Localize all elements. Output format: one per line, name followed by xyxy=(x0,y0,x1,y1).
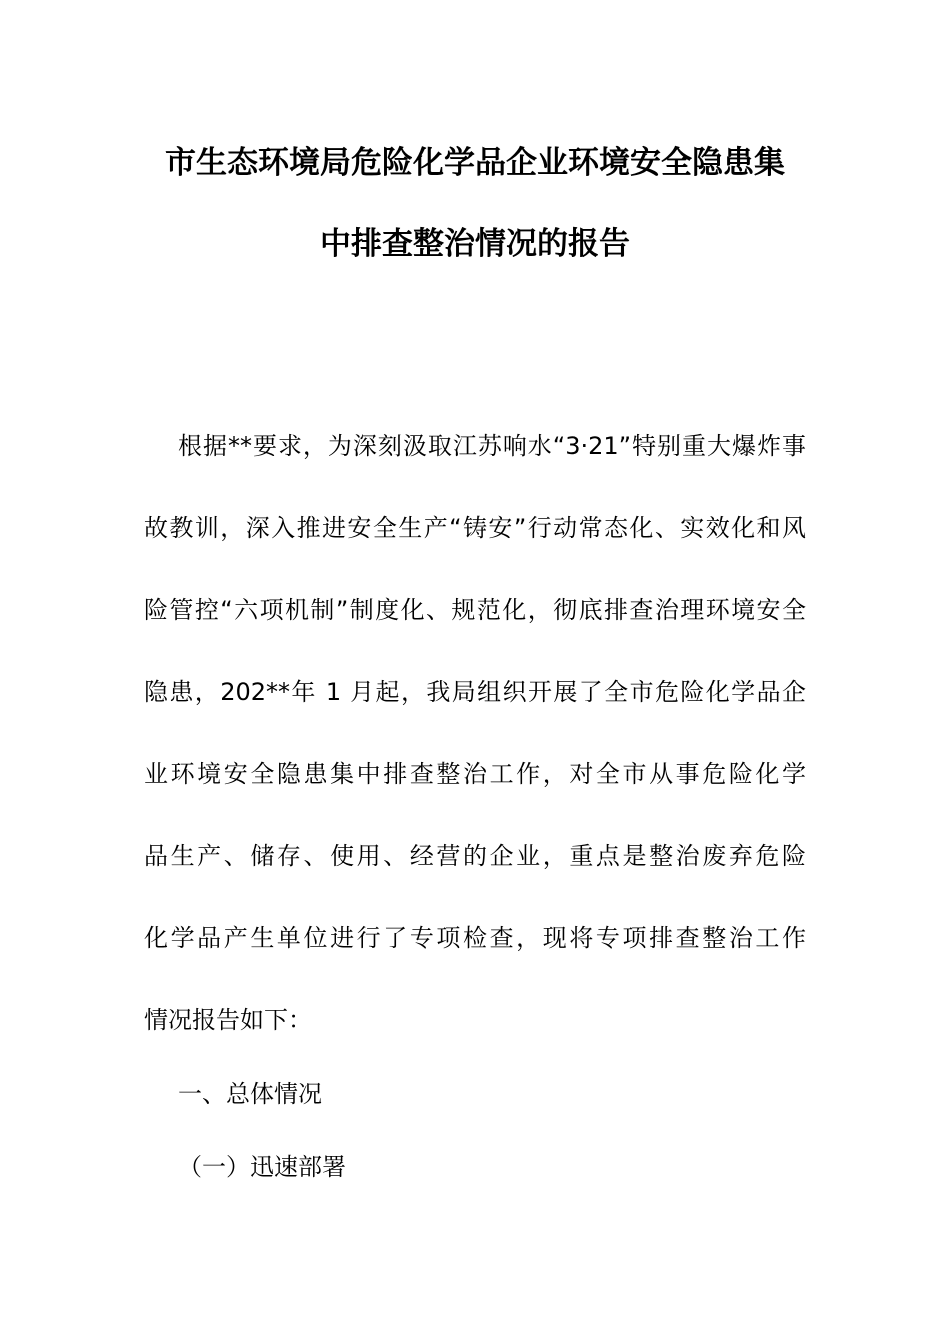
paragraph-line: 险管控“六项机制”制度化、规范化，彻底排查治理环境安全 xyxy=(144,596,806,624)
paragraph-line: 品生产、储存、使用、经营的企业，重点是整治废弃危险 xyxy=(144,842,806,870)
paragraph-line: 故教训，深入推进安全生产“铸安”行动常态化、实效化和风 xyxy=(144,514,806,542)
document-title-line-1: 市生态环境局危险化学品企业环境安全隐患集 xyxy=(165,145,785,181)
paragraph-line: 业环境安全隐患集中排查整治工作，对全市从事危险化学 xyxy=(144,760,806,788)
paragraph-line: 根据**要求，为深刻汲取江苏响水“3·21”特别重大爆炸事 xyxy=(178,432,806,460)
paragraph-line: 情况报告如下： xyxy=(144,1006,312,1034)
paragraph-line: 化学品产生单位进行了专项检查，现将专项排查整治工作 xyxy=(144,924,806,952)
document-title-line-2: 中排查整治情况的报告 xyxy=(320,226,630,262)
paragraph-line: 隐患，202**年 1 月起，我局组织开展了全市危险化学品企 xyxy=(144,678,806,706)
subsection-heading: （一）迅速部署 xyxy=(178,1153,346,1181)
section-heading: 一、总体情况 xyxy=(178,1080,322,1108)
